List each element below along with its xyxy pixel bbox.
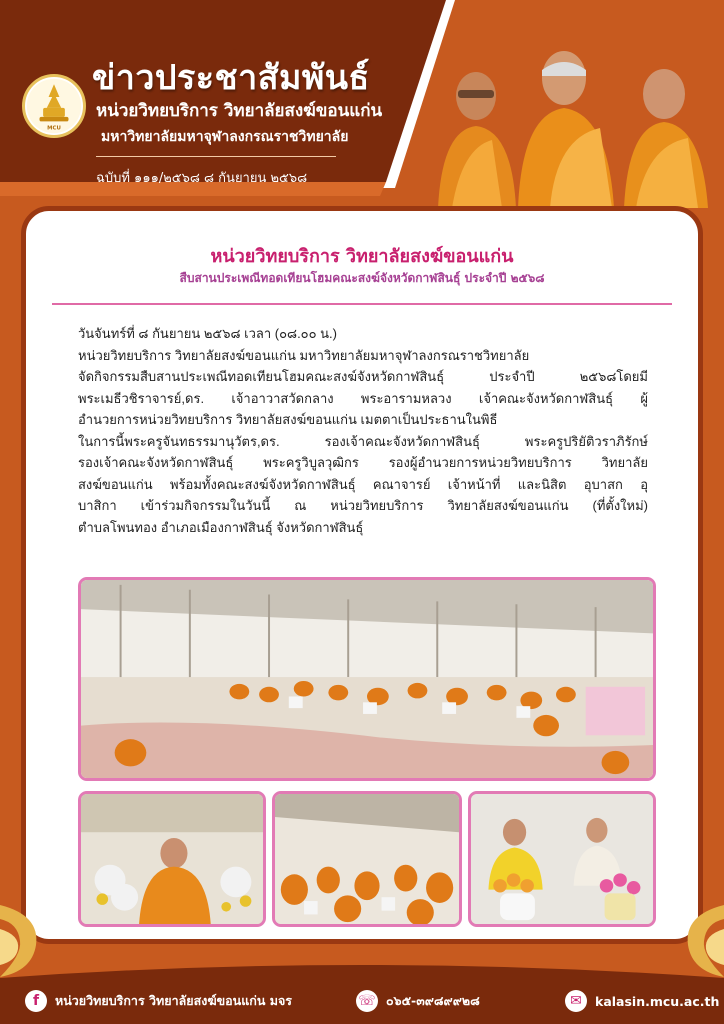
facebook-icon: f	[25, 990, 47, 1012]
svg-text:MCU: MCU	[47, 125, 61, 132]
event-photo-monks-seated	[272, 791, 462, 927]
article-heading: หน่วยวิทยบริการ วิทยาลัยสงฆ์ขอนแก่น	[210, 246, 514, 267]
newsletter-title: ข่าวประชาสัมพันธ์	[92, 58, 370, 98]
footer-website[interactable]	[565, 990, 719, 1012]
article-line: อำนวยการหน่วยวิทยบริการ วิทยาลัยสงฆ์ขอนแก่น เมตตาเป็นประธานในพิธี	[78, 412, 498, 427]
mail-icon: ✉	[565, 990, 587, 1012]
article-line: วันจันทร์ที่ ๘ กันยายน ๒๕๖๘ เวลา (๐๘.๐๐ น.)	[78, 326, 337, 341]
phone-number: ๐๖๕-๓๙๘๙๙๒๘	[386, 993, 480, 1008]
college-logo	[22, 74, 86, 138]
article-line: สงฆ์ขอนแก่น พร้อมทั้งคณะสงฆ์จังหวัดกาฬสินธุ์ คณาจารย์ เจ้าหน้าที่ และนิสิต อุบาสก อุ	[78, 476, 648, 492]
event-photo-laypeople	[468, 791, 656, 927]
footer-phone[interactable]	[356, 990, 480, 1012]
article-line: หน่วยวิทยบริการ วิทยาลัยสงฆ์ขอนแก่น มหาวิทยาลัยมหาจุฬาลงกรณราชวิทยาลัย	[78, 347, 530, 363]
article-body	[78, 323, 648, 538]
header-divider	[96, 156, 336, 157]
news-card	[21, 206, 703, 944]
article-line: บาสิกา เข้าร่วมกิจกรรมในวันนี้ ณ หน่วยวิทยบริการ วิทยาลัยสงฆ์ขอนแก่น (ที่ตั้งใหม่)	[78, 498, 648, 513]
event-photo-main	[78, 577, 656, 781]
article-line: รองเจ้าคณะจังหวัดกาฬสินธุ์ พระครูวิบูลวุฒิกร รองผู้อำนวยการหน่วยวิทยบริการ วิทยาลัย	[78, 455, 648, 470]
university-name: มหาวิทยาลัยมหาจุฬาลงกรณราชวิทยาลัย	[101, 129, 349, 145]
article-line: ตำบลโพนทอง อำเภอเมืองกาฬสินธุ์ จังหวัดกาฬสินธุ์	[78, 519, 364, 535]
event-photo-presiding-monk	[78, 791, 266, 927]
footer-facebook[interactable]	[25, 990, 292, 1012]
monks-portrait	[432, 48, 724, 208]
facebook-page-name: หน่วยวิทยบริการ วิทยาลัยสงฆ์ขอนแก่น มจร	[55, 993, 293, 1008]
issue-number-date: ฉบับที่ ๑๑๑/๒๕๖๘ ๘ กันยายน ๒๕๖๘	[96, 171, 308, 186]
article-subheading: สืบสานประเพณีทอดเทียนโฮมคณะสงฆ์จังหวัดกาฬสินธุ์ ประจำปี ๒๕๖๘	[179, 271, 545, 285]
article-line: พระเมธีวชิราจารย์,ดร. เจ้าอาวาสวัดกลาง พระอารามหลวง เจ้าคณะจังหวัดกาฬสินธุ์ ผู้	[78, 390, 648, 406]
unit-name: หน่วยวิทยบริการ วิทยาลัยสงฆ์ขอนแก่น	[96, 101, 383, 121]
heading-divider	[52, 303, 672, 305]
article-line: จัดกิจกรรมสืบสานประเพณีทอดเทียนโฮมคณะสงฆ์จังหวัดกาฬสินธุ์ ประจำปี ๒๕๖๘โดยมี	[78, 369, 648, 384]
phone-icon: ☏	[356, 990, 378, 1012]
article-line: ในการนี้พระครูจันทธรรมานุวัตร,ดร. รองเจ้าคณะจังหวัดกาฬสินธุ์ พระครูปริยัติวราภิรักษ์	[78, 433, 648, 449]
website-url: kalasin.mcu.ac.th	[595, 993, 720, 1009]
